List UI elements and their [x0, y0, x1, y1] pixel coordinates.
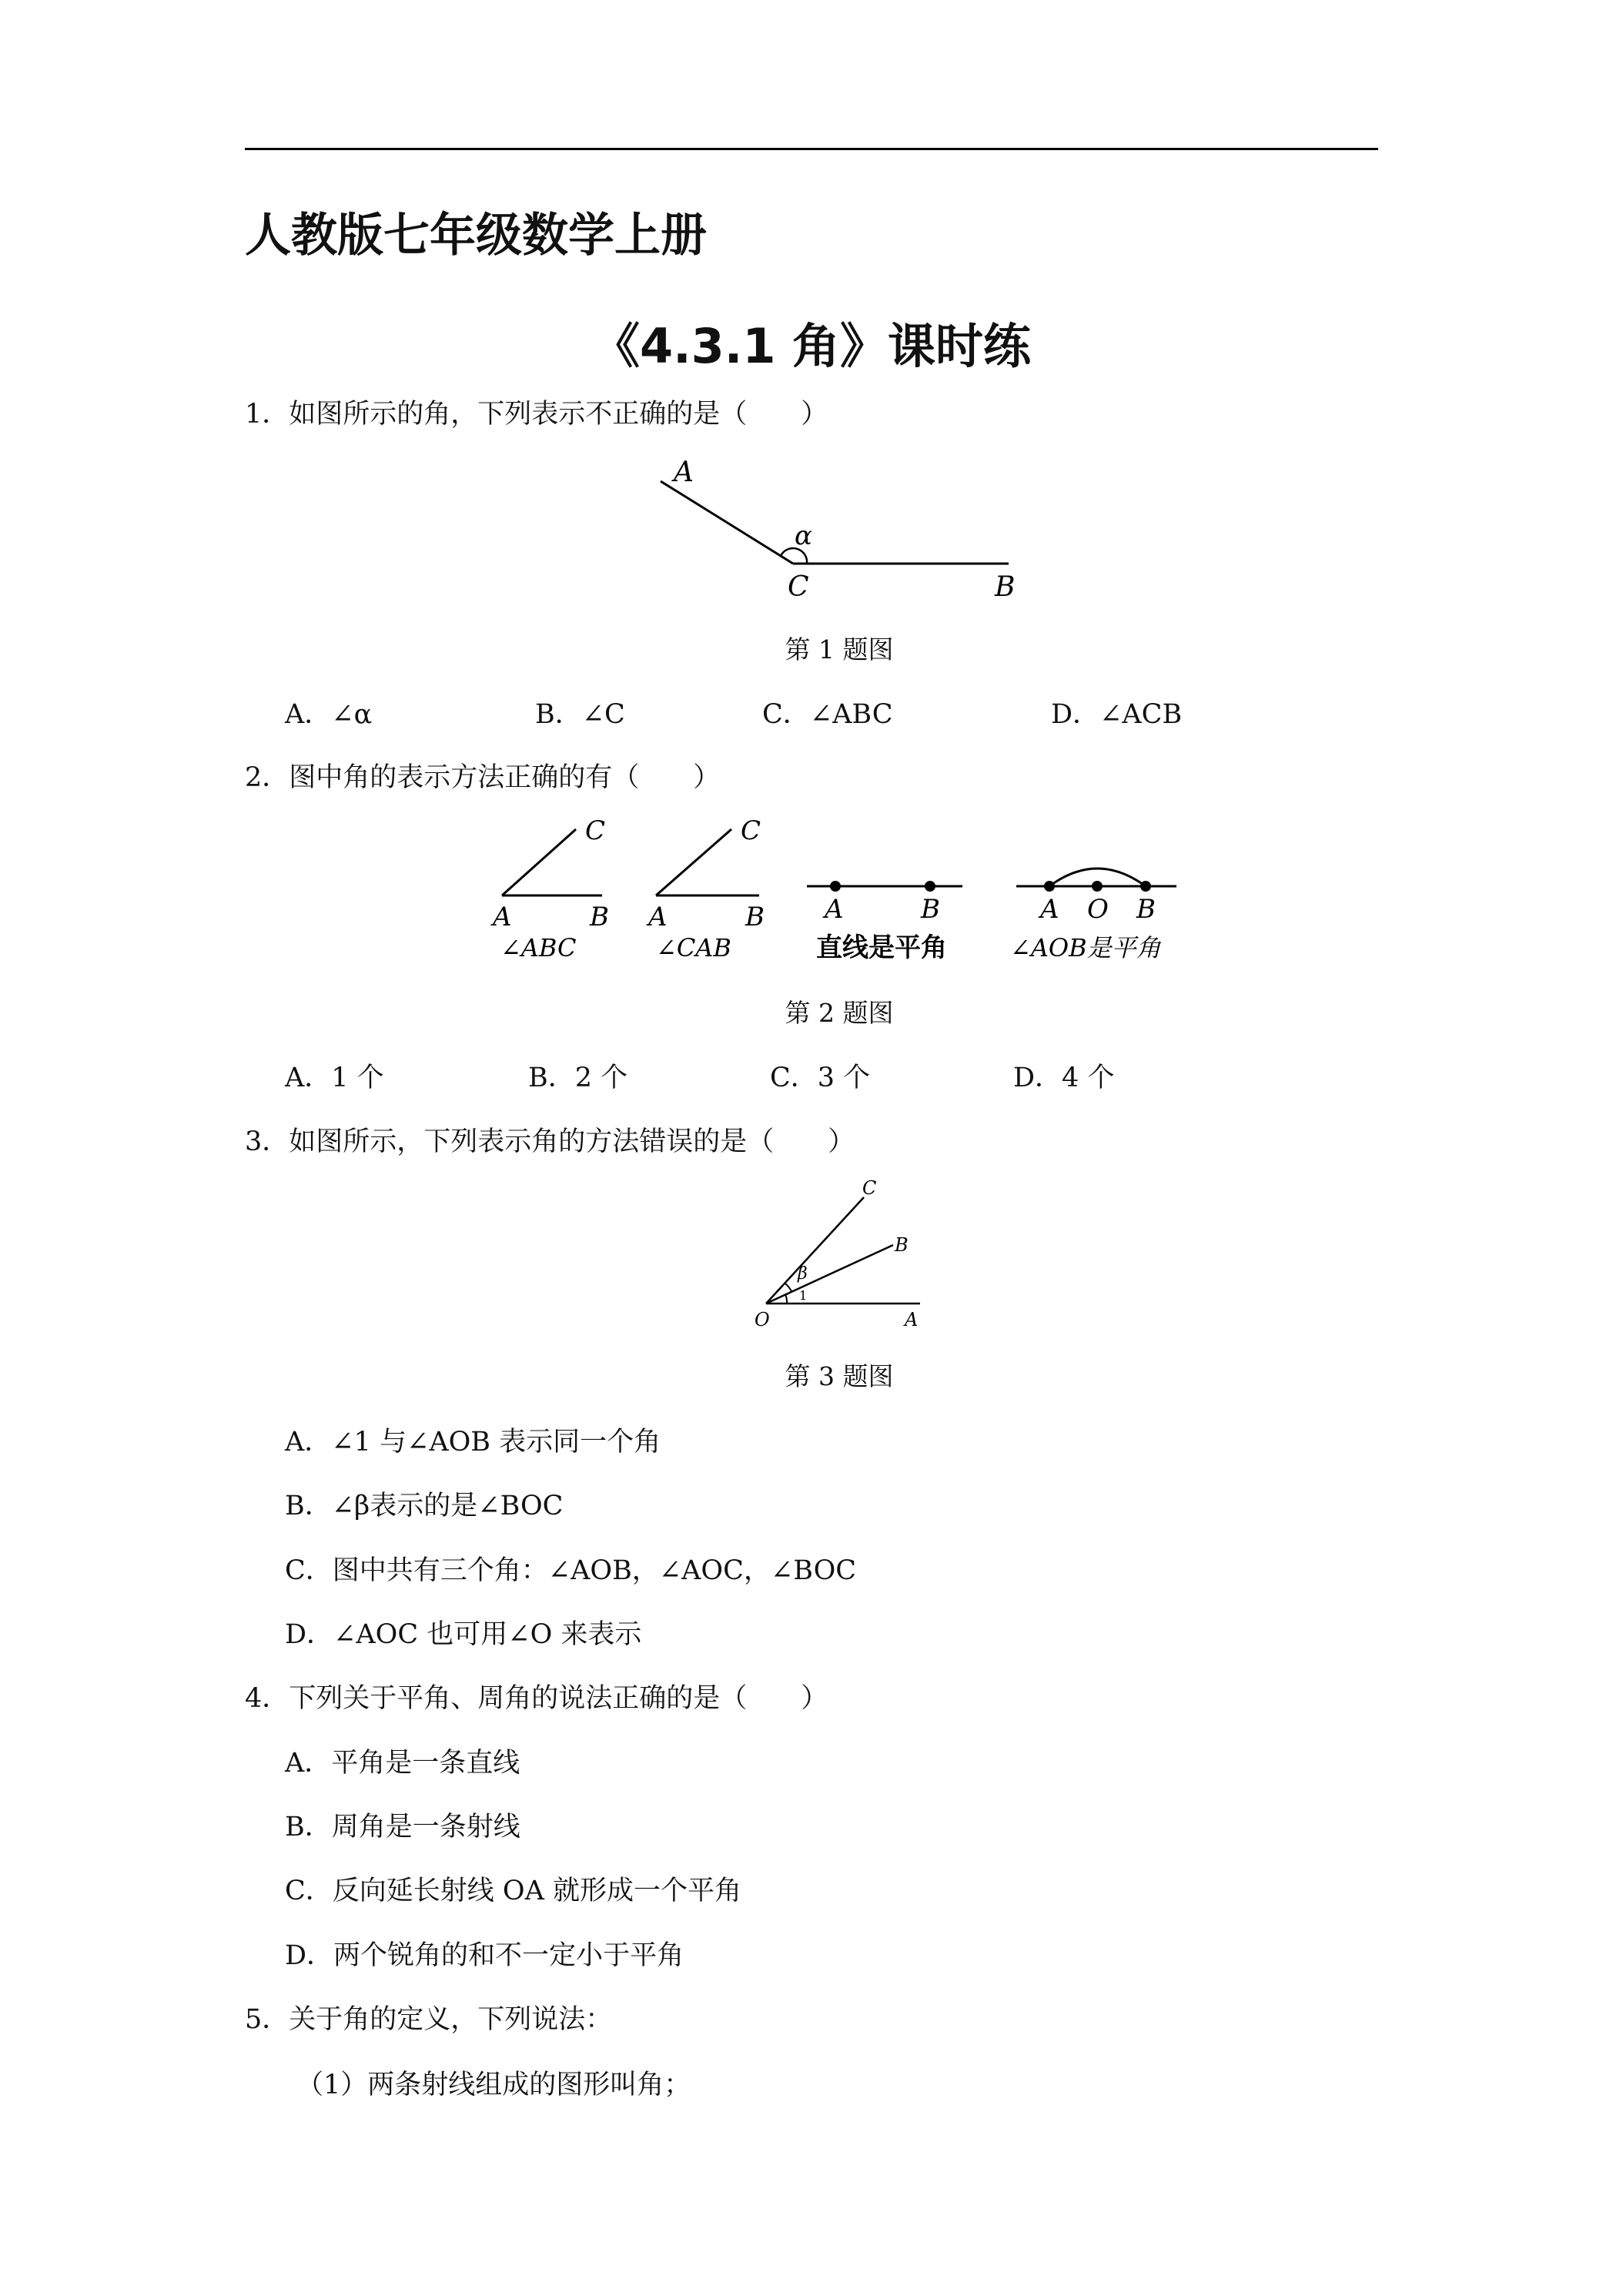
- question-2-figure: [485, 812, 1201, 978]
- label-alpha: α: [795, 520, 812, 551]
- question-3-option-a[interactable]: A．∠1 与∠AOB 表示同一个角: [285, 1427, 661, 1458]
- question-1-caption: 第 1 题图: [785, 634, 894, 664]
- question-4-option-d[interactable]: D．两个锐角的和不一定小于平角: [285, 1940, 684, 1971]
- question-3-caption: 第 3 题图: [785, 1361, 894, 1391]
- question-2-option-a[interactable]: A．1 个: [285, 1063, 384, 1093]
- question-2-option-c[interactable]: C．3 个: [770, 1063, 871, 1093]
- question-2-option-d[interactable]: D．4 个: [1013, 1063, 1115, 1093]
- question-4-option-b[interactable]: B．周角是一条射线: [285, 1812, 520, 1842]
- question-3-option-b[interactable]: B．∠β表示的是∠BOC: [285, 1491, 564, 1521]
- q3-label-b: B: [895, 1234, 909, 1256]
- question-4-option-c[interactable]: C．反向延长射线 OA 就形成一个平角: [285, 1876, 742, 1906]
- figure-2-panel-1: [490, 815, 609, 962]
- figure-2-panel-2: [646, 815, 765, 962]
- p1-label-b: B: [590, 902, 609, 932]
- question-2-stem: 2．图中角的表示方法正确的有（ ）: [245, 762, 721, 793]
- question-1-option-c[interactable]: C．∠ABC: [762, 699, 893, 730]
- p1-caption: ∠ABC: [500, 933, 577, 962]
- p2-caption: ∠CAB: [656, 933, 731, 962]
- header-rule: [245, 148, 1378, 150]
- question-1-option-a[interactable]: A．∠α: [285, 699, 373, 730]
- question-3-option-d[interactable]: D．∠AOC 也可用∠O 来表示: [285, 1619, 642, 1650]
- label-b: B: [995, 571, 1016, 603]
- p4-caption: ∠AOB是平角: [1010, 933, 1161, 962]
- p4-label-b: B: [1136, 894, 1156, 925]
- question-5-statement-1: （1）两条射线组成的图形叫角；: [296, 2070, 691, 2100]
- figure-2-panel-3: [807, 881, 962, 963]
- question-1-figure: [631, 447, 1032, 608]
- q3-label-a: A: [905, 1309, 919, 1330]
- p1-label-c: C: [585, 815, 606, 846]
- lesson-title: 《4.3.1 角》课时练: [591, 318, 1032, 374]
- ray-ca: [661, 481, 793, 564]
- p2-label-c: C: [741, 815, 761, 846]
- p2-label-b: B: [745, 902, 765, 932]
- document-title: 人教版七年级数学上册: [245, 209, 707, 263]
- p2-label-a: A: [648, 902, 668, 932]
- question-2-option-b[interactable]: B．2 个: [528, 1063, 628, 1093]
- q3-label-beta: β: [798, 1264, 808, 1284]
- question-4-option-a[interactable]: A．平角是一条直线: [285, 1748, 520, 1779]
- q3-label-o: O: [755, 1309, 770, 1330]
- p4-label-o: O: [1087, 894, 1109, 925]
- question-4-stem: 4．下列关于平角、周角的说法正确的是（ ）: [245, 1683, 828, 1714]
- p3-caption: 直线是平角: [816, 932, 947, 963]
- question-3-figure: [739, 1174, 932, 1332]
- p4-label-a: A: [1040, 894, 1059, 925]
- question-3-option-c[interactable]: C．图中共有三个角：∠AOB，∠AOC，∠BOC: [285, 1555, 857, 1586]
- figure-2-panel-4: [1010, 869, 1176, 962]
- label-c: C: [788, 571, 809, 603]
- question-3-stem: 3．如图所示，下列表示角的方法错误的是（ ）: [245, 1126, 855, 1157]
- question-1-stem: 1．如图所示的角，下列表示不正确的是（ ）: [245, 399, 828, 430]
- question-5-stem: 5．关于角的定义，下列说法：: [245, 2004, 613, 2035]
- q3-label-c: C: [862, 1177, 877, 1199]
- question-1-option-b[interactable]: B．∠C: [535, 699, 625, 730]
- question-2-caption: 第 2 题图: [785, 998, 894, 1028]
- p3-label-a: A: [825, 894, 844, 925]
- question-1-option-d[interactable]: D．∠ACB: [1051, 699, 1183, 730]
- p1-label-a: A: [493, 902, 512, 932]
- q3-label-one: 1: [799, 1288, 808, 1303]
- p3-label-b: B: [921, 894, 940, 925]
- label-a: A: [674, 457, 694, 488]
